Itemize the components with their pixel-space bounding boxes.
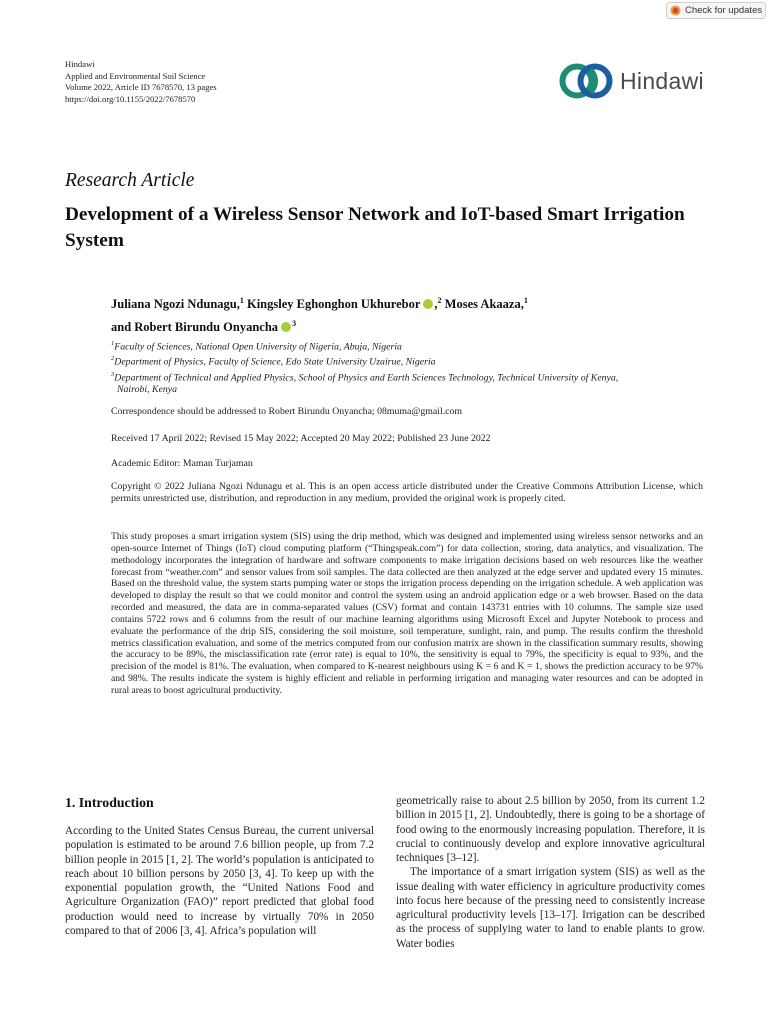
affiliations [111,338,711,396]
body-paragraph: According to the United States Census Bureau, the current universal population is estimated to be around 7.6 billion people, up from 7.2 billion people in 2015 [1, 2]. The world’s population is anticipated to reach about 10 billion persons by 2050 [3, 4]. To keep up with the exponential population growth, the “United Nations Food and Agriculture Organization (FAO)” report predicted that global food production would need to increase by virtually 70% in 2050 compared to that of 2006 [3, 4]. Africa’s population will [65,825,374,937]
doi-link[interactable]: https://doi.org/10.1155/2022/7678570 [65,93,196,104]
body-paragraph: geometrically raise to about 2.5 billion by 2050, from its current 1.2 billion in 2015 [1, 2]. Undoubtedly, there is going to be a shortage of food owing to the enormously increasing population. Therefore, it is crucial to continuously develop and explore innovative agricultural techniques [3–12]. [396,795,705,864]
article-type: Research Article [65,170,195,191]
author-name: and Robert Birundu Onyancha [111,320,279,335]
affiliation-text: Department of Technical and Applied Physics, School of Physics and Earth Sciences Technology, Technical University of Kenya, [114,371,619,383]
author-list [111,291,711,337]
affiliation-sup: 2 [111,355,115,363]
volume-info: Volume 2022, Article ID 7678570, 13 pages [65,82,217,93]
body-column-left [65,824,374,938]
author-name: Juliana Ngozi Ndunagu, [111,297,240,312]
check-updates-icon [670,5,681,16]
author-affil-sup: 2 [437,296,442,305]
correspondence: Correspondence should be addressed to Robert Birundu Onyancha; 08muma@gmail.com [111,406,463,417]
author-affil-sup: 1 [523,296,528,305]
orcid-icon[interactable] [423,299,433,309]
affiliation-item [111,384,711,396]
publisher-name: Hindawi [65,59,95,69]
affiliation-text: Nairobi, Kenya [117,383,178,395]
article-title: Development of a Wireless Sensor Network and IoT-based Smart Irrigation System [65,204,685,251]
hindawi-logo [557,60,707,102]
publication-dates: Received 17 April 2022; Revised 15 May 2022; Accepted 20 May 2022; Published 23 June 2022 [111,433,491,444]
author-name: Kingsley Eghonghon Ukhurebor [246,297,421,312]
orcid-icon[interactable] [281,322,291,332]
abstract: This study proposes a smart irrigation system (SIS) using the drip method, which was designed and implemented using wireless sensor networks and an open-source Internet of Things (IoT) cloud computing platform (“Thingspeak.com”) for data collection, storing, data analytics, and visualization. The methodology incorporates the integration of hardware and software components to make irrigation decisions based on web resources like the weather forecast from “weather.com” and sensor values from soil samples. The data collected are then analyzed at the edge server and updated every 15 minutes. Based on the threshold value, the system starts pumping water or stops the irrigation process depending on the irrigation schedule. A web application was developed to display the result so that we could monitor and control the system using an android application edge or a web browser. Based on the data recorded and measured, the data are in comma-separated values (CSV) format and contain 143731 entries with 10 columns. The sample size used contains 5722 rows and 6 columns from the result of our machine learning algorithms using Microsoft Excel and Jupyter Notebook to process and evaluate the performance of the drip SIS, considering the soil moisture, soil temperature, sunlight, rain, and pump. The results confirm the threshold metrics classification evaluation, and some of the metrics computed from our confusion matrix are shown in the classification summary results, showing the accuracy to be 89%, the misclassification rate (error rate) is equal to 10%, the sensitivity is equal to 79%, the specificity is equal to 93%, and the precision of the model is 81%. The evaluation, when compared to K-nearest neighbours using K = 6 and K = 1, shows the prediction accuracy to be 97% and 98%. The results indicate the system is highly efficient and reliable in performing irrigation and managing water resources and can be adopted in rural areas to boost agricultural productivity. [111,531,703,696]
affiliation-sup: 1 [111,340,115,347]
hindawi-logo-text: Hindawi [620,67,704,94]
affiliation-item [111,369,711,384]
hindawi-logo-icon [557,61,615,101]
author-affil-sup: 1 [239,296,244,305]
affiliation-text: Department of Physics, Faculty of Science, Edo State University Uzairue, Nigeria [114,356,436,368]
author-separator: , [434,297,438,312]
copyright-notice: Copyright © 2022 Juliana Ngozi Ndunagu et al. This is an open access article distributed under the Creative Commons Attribution License, which permits unrestricted use, distribution, and reproduction in any medium, provided the original work is properly cited. [111,481,703,505]
affiliation-item [111,353,711,368]
check-for-updates-label: Check for updates [685,5,763,16]
academic-editor: Academic Editor: Maman Turjaman [111,458,253,469]
section-heading: 1. Introduction [65,795,154,810]
author-affil-sup: 3 [292,319,297,329]
author-name: Moses Akaaza, [444,297,524,312]
journal-name: Applied and Environmental Soil Science [65,70,206,81]
affiliation-sup: 3 [111,370,115,378]
journal-meta [65,59,217,105]
affiliation-item [111,338,711,353]
body-column-right [396,794,705,951]
affiliation-text: Faculty of Sciences, National Open University of Nigeria, Abuja, Nigeria [114,341,402,353]
check-for-updates-button[interactable] [666,2,766,19]
body-paragraph: The importance of a smart irrigation system (SIS) as well as the issue dealing with water efficiency in agriculture productivity comes into focus here because of the pressing need to consistently increase agricultural productivity levels [13–17]. Irrigation can be described as the process of supplying water to land to enable plants to grow. Water bodies [396,866,705,950]
